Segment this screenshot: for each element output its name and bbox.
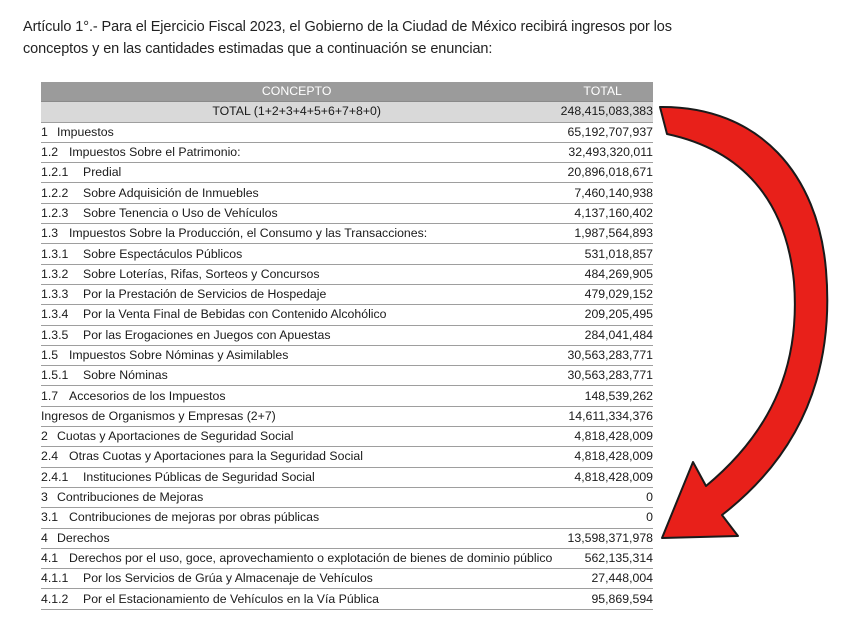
concept-label: Por los Servicios de Grúa y Almacenaje de Vehículos [83,571,373,586]
amount-cell: 209,205,495 [552,305,653,325]
header-total: TOTAL [552,82,653,102]
concept-cell [41,163,552,183]
amount-cell: 531,018,857 [552,244,653,264]
amount-cell: 284,041,484 [552,325,653,345]
table-row [41,142,653,162]
concept-code: 4.1.2 [41,591,69,606]
amount-cell: 562,135,314 [552,548,653,568]
concept-label: Sobre Espectáculos Públicos [83,246,243,261]
concept-code: 1.5 [41,348,59,362]
concept-cell [41,325,552,345]
table-row [41,122,653,142]
amount-cell: 27,448,004 [552,569,653,589]
concept-code: 1.7 [41,388,59,403]
grand-total-row [41,102,653,122]
concept-label: Por la Venta Final de Bebidas con Contenido Alcohólico [83,307,387,322]
table-row [41,406,653,426]
table-row [41,447,653,467]
concept-code: 4 [41,530,48,545]
concept-label: Sobre Nóminas [83,368,168,383]
table-row [41,528,653,548]
concept-label: Contribuciones de mejoras por obras públicas [69,510,320,525]
concept-cell [41,264,552,284]
amount-cell: 20,896,018,671 [552,163,653,183]
concept-label: Por la Prestación de Servicios de Hospedaje [83,287,327,302]
amount-cell: 484,269,905 [552,264,653,284]
concept-code: 4.1 [41,550,59,565]
concept-code: 2 [41,429,48,444]
concept-label: Por las Erogaciones en Juegos con Apuestas [83,327,331,342]
header-concept: CONCEPTO [41,82,552,102]
table-row [41,589,653,609]
concept-code: 2.4 [41,449,59,464]
concept-code: 1.3 [41,226,59,241]
table-row [41,569,653,589]
amount-cell: 4,818,428,009 [552,467,653,487]
concept-label: Sobre Adquisición de Inmuebles [83,185,259,200]
table-row [41,487,653,507]
concept-cell [41,467,552,487]
concept-label: Accesorios de los Impuestos [69,388,226,403]
amount-cell: 479,029,152 [552,284,653,304]
amount-cell: 4,818,428,009 [552,427,653,447]
concept-label: Ingresos de Organismos y Empresas (2+7) [41,408,276,423]
concept-label: Sobre Tenencia o Uso de Vehículos [83,205,278,220]
amount-cell: 13,598,371,978 [552,528,653,548]
concept-code: 2.4.1 [41,469,69,484]
table-row [41,244,653,264]
concept-label: Impuestos Sobre la Producción, el Consumo y las Transacciones: [69,226,428,241]
table-row [41,325,653,345]
table-row [41,305,653,325]
concept-code: 1.3.4 [41,307,69,322]
concept-code: 3.1 [41,510,59,525]
concept-cell [41,447,552,467]
concept-code: 1.2.3 [41,205,69,220]
concept-label: Cuotas y Aportaciones de Seguridad Social [57,429,294,444]
concept-code: 1.3.3 [41,287,69,302]
concept-code: 1.2 [41,145,59,160]
concept-cell [41,244,552,264]
table-row [41,183,653,203]
concept-cell [41,487,552,507]
table-row [41,467,653,487]
amount-cell: 4,818,428,009 [552,447,653,467]
table-row [41,366,653,386]
concept-cell [41,427,552,447]
concept-label: Instituciones Públicas de Seguridad Social [83,469,315,484]
concept-cell [41,406,552,426]
concept-code: 3 [41,490,48,505]
concept-cell [41,386,552,406]
table-row [41,508,653,528]
concept-code: 1.2.2 [41,185,69,200]
concept-cell [41,345,552,365]
concept-code: 1.5.1 [41,368,69,383]
concept-code: 1 [41,124,48,139]
amount-cell: 30,563,283,771 [552,366,653,386]
article-intro [23,16,683,60]
table-row [41,224,653,244]
concept-cell [41,284,552,304]
concept-cell [41,508,552,528]
concept-code: 1.3.1 [41,246,69,261]
concept-label: Predial [83,165,122,180]
amount-cell: 148,539,262 [552,386,653,406]
concept-label: Derechos [57,530,110,545]
concept-label: Impuestos [57,124,114,139]
concept-cell [41,528,552,548]
amount-cell: 1,987,564,893 [552,224,653,244]
concept-label: Sobre Loterías, Rifas, Sorteos y Concursos [83,266,320,281]
table-row [41,386,653,406]
table-header-row [41,82,653,102]
concept-code: 1.2.1 [41,165,69,180]
table-row [41,284,653,304]
arrow-shape [660,107,827,538]
grand-total-label: TOTAL (1+2+3+4+5+6+7+8+0) [41,102,552,122]
concept-label: Otras Cuotas y Aportaciones para la Seguridad Social [69,449,363,464]
amount-cell: 0 [552,508,653,528]
amount-cell: 30,563,283,771 [552,345,653,365]
concept-cell [41,122,552,142]
table-row [41,163,653,183]
amount-cell: 65,192,707,937 [552,122,653,142]
amount-cell: 7,460,140,938 [552,183,653,203]
amount-cell: 32,493,320,011 [552,142,653,162]
concept-label: Derechos por el uso, goce, aprovechamiento o explotación de bienes de dominio público [69,550,553,565]
revenue-table [41,82,653,610]
concept-cell [41,224,552,244]
table-row [41,427,653,447]
concept-label: Por el Estacionamiento de Vehículos en la Vía Pública [83,591,379,606]
intro-line-2: conceptos y en las cantidades estimadas que a continuación se enuncian: [23,41,493,57]
amount-cell: 4,137,160,402 [552,203,653,223]
table-row [41,264,653,284]
concept-cell [41,305,552,325]
concept-label: Contribuciones de Mejoras [57,490,204,505]
concept-cell [41,548,552,568]
concept-cell [41,366,552,386]
concept-cell [41,183,552,203]
intro-line-1: Artículo 1°.- Para el Ejercicio Fiscal 2023, el Gobierno de la Ciudad de México recibirá ingresos por los [23,19,672,35]
table-row [41,345,653,365]
amount-cell: 95,869,594 [552,589,653,609]
concept-label: Impuestos Sobre el Patrimonio: [69,145,241,160]
amount-cell: 14,611,334,376 [552,406,653,426]
grand-total-amount: 248,415,083,383 [552,102,653,122]
concept-cell [41,569,552,589]
table-row [41,548,653,568]
concept-cell [41,142,552,162]
concept-cell [41,589,552,609]
concept-label: Impuestos Sobre Nóminas y Asimilables [69,348,289,362]
table-row [41,203,653,223]
concept-cell [41,203,552,223]
concept-code: 1.3.5 [41,327,69,342]
amount-cell: 0 [552,487,653,507]
concept-code: 1.3.2 [41,266,69,281]
concept-code: 4.1.1 [41,571,69,586]
